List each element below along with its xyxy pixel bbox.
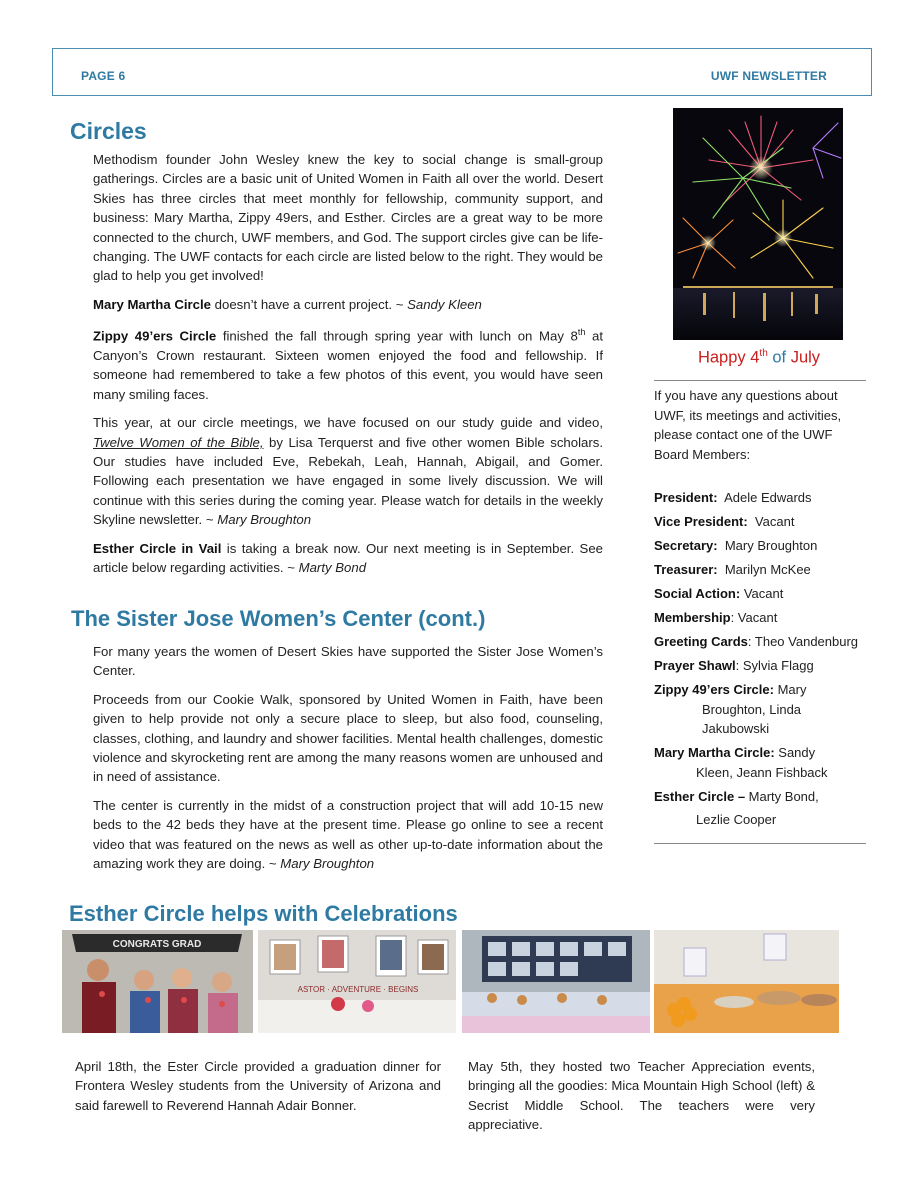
sister-jose-author: Mary Broughton	[280, 856, 375, 872]
role-membership: Membership: Vacant	[654, 610, 778, 626]
page-header	[52, 48, 872, 96]
sister-jose-body	[93, 642, 603, 882]
circles-heading: Circles	[70, 118, 147, 144]
esther-circle-name: Esther Circle in Vail	[93, 540, 222, 556]
role-treasurer: Treasurer: Marilyn McKee	[654, 562, 811, 578]
esther-paragraph: Esther Circle in Vail is taking a break now. Our next meeting is in September. See article below regarding activities. ~ Marty Bond	[93, 540, 604, 576]
book-title: Twelve Women of the Bible,	[93, 434, 264, 450]
study-paragraph: This year, at our circle meetings, we have focused on our study guide and video, Twelve Women of the Bible, by Lisa Terquerst and five other women Bible scholars. Our studies have included Eve, Rebekah, Leah, Hannah, Abigail, and Gomer. Following each presentation we have engaged in some lively discussion. We will continue with this series during the coming year. Please watch for details in the weekly Skyline newsletter. ~ Mary Broughton	[93, 415, 604, 528]
graduation-photo	[62, 930, 253, 1033]
role-vice-president: Vice President: Vacant	[654, 514, 795, 530]
fireworks-illustration	[673, 108, 843, 340]
role-zippy-circle: Zippy 49’ers Circle: Mary Broughton, Linda Jakubowski	[654, 682, 807, 737]
esther-author: Marty Bond	[298, 560, 367, 576]
fireworks-photo	[673, 108, 843, 340]
mary-martha-author: Sandy Kleen	[407, 296, 482, 312]
role-social-action: Social Action: Vacant	[654, 586, 784, 602]
role-greeting-cards: Greeting Cards: Theo Vandenburg	[654, 634, 859, 650]
esther-celebrations-heading: Esther Circle helps with Celebrations	[69, 901, 458, 926]
zippy-paragraph: Zippy 49’ers Circle finished the fall through spring year with lunch on May 8th at Canyon’s Crown restaurant. Sixteen women enjoyed the food and fellowship. If someone had remembered to take a few photos of this event, you would have seen many smiling faces.	[93, 327, 604, 402]
newsletter-name: UWF NEWSLETTER	[710, 69, 827, 83]
circles-intro: Methodism founder John Wesley knew the key to social change is small-group gatherings. Circles are a basic unit of United Women in Faith all over the world. Desert Skies has three circles that meet monthly for fellowship, community support, and business: Mary Martha, Zippy 49ers, and Esther. Circles are a great way to be more connected to the church, UWF members, and God. The support circles give can be life-changing. The UWF contacts for each circle are listed below to the right. They would be glad to help you get involved!	[93, 152, 603, 284]
graduation-caption: April 18th, the Ester Circle provided a graduation dinner for Frontera Wesley students from the University of Arizona and said farewell to Reverend Hannah Adair Bonner.	[75, 1059, 441, 1113]
photo-caption: Happy 4th of July	[697, 348, 821, 367]
role-mary-martha-circle: Mary Martha Circle: Sandy Kleen, Jeann Fishback	[654, 745, 828, 781]
board-contacts-sidebar	[654, 380, 866, 844]
mary-martha-paragraph: Mary Martha Circle doesn’t have a current project. ~ Sandy Kleen	[93, 296, 482, 312]
adventure-banner-text: ASTOR · ADVENTURE · BEGINS	[297, 985, 419, 994]
sister-jose-heading: The Sister Jose Women’s Center (cont.)	[71, 606, 486, 631]
study-author: Mary Broughton	[217, 512, 312, 528]
role-esther-circle: Esther Circle – Marty Bond, Lezlie Cooper	[654, 789, 819, 827]
mary-martha-circle-name: Mary Martha Circle	[93, 296, 211, 312]
sister-jose-p2: Proceeds from our Cookie Walk, sponsored by United Women in Faith, have been given to help provide not only a secure place to sleep, but also food, counseling, classes, clothing, and laundry and shower facilities. Mental health challenges, domestic violence and skyrocketing rent are among the many reasons women are unhoused and in need of assistance.	[93, 691, 603, 785]
sidebar-intro: If you have any questions about UWF, its meetings and activities, please contact one of the UWF Board Members:	[654, 388, 842, 462]
graduation-table-photo	[258, 930, 456, 1033]
role-president: President: Adele Edwards	[654, 490, 812, 506]
zippy-circle-name: Zippy 49’ers Circle	[93, 328, 217, 344]
teacher-appreciation-photo-1	[462, 930, 650, 1033]
role-secretary: Secretary: Mary Broughton	[654, 538, 818, 554]
circles-body	[93, 150, 603, 587]
grad-banner-text: CONGRATS GRAD	[112, 939, 202, 950]
role-prayer-shawl: Prayer Shawl: Sylvia Flagg	[654, 658, 814, 674]
teacher-appreciation-caption: May 5th, they hosted two Teacher Appreciation events, bringing all the goodies: Mica Mountain High School (left) & Secrist Middle School. The teachers were very appreciative.	[468, 1059, 815, 1133]
teacher-appreciation-photo-2	[654, 930, 839, 1033]
page-number: PAGE 6	[81, 69, 126, 83]
sister-jose-p1: For many years the women of Desert Skies have supported the Sister Jose Women’s Center.	[93, 644, 603, 679]
sister-jose-p3: The center is currently in the midst of a construction project that will add 10-15 new beds to the 42 beds they have at the present time. Please go online to see a recent video that was featured on the news as well as other up-to-date information about the amazing work they are doing. ~ Mary Broughton	[93, 797, 603, 872]
